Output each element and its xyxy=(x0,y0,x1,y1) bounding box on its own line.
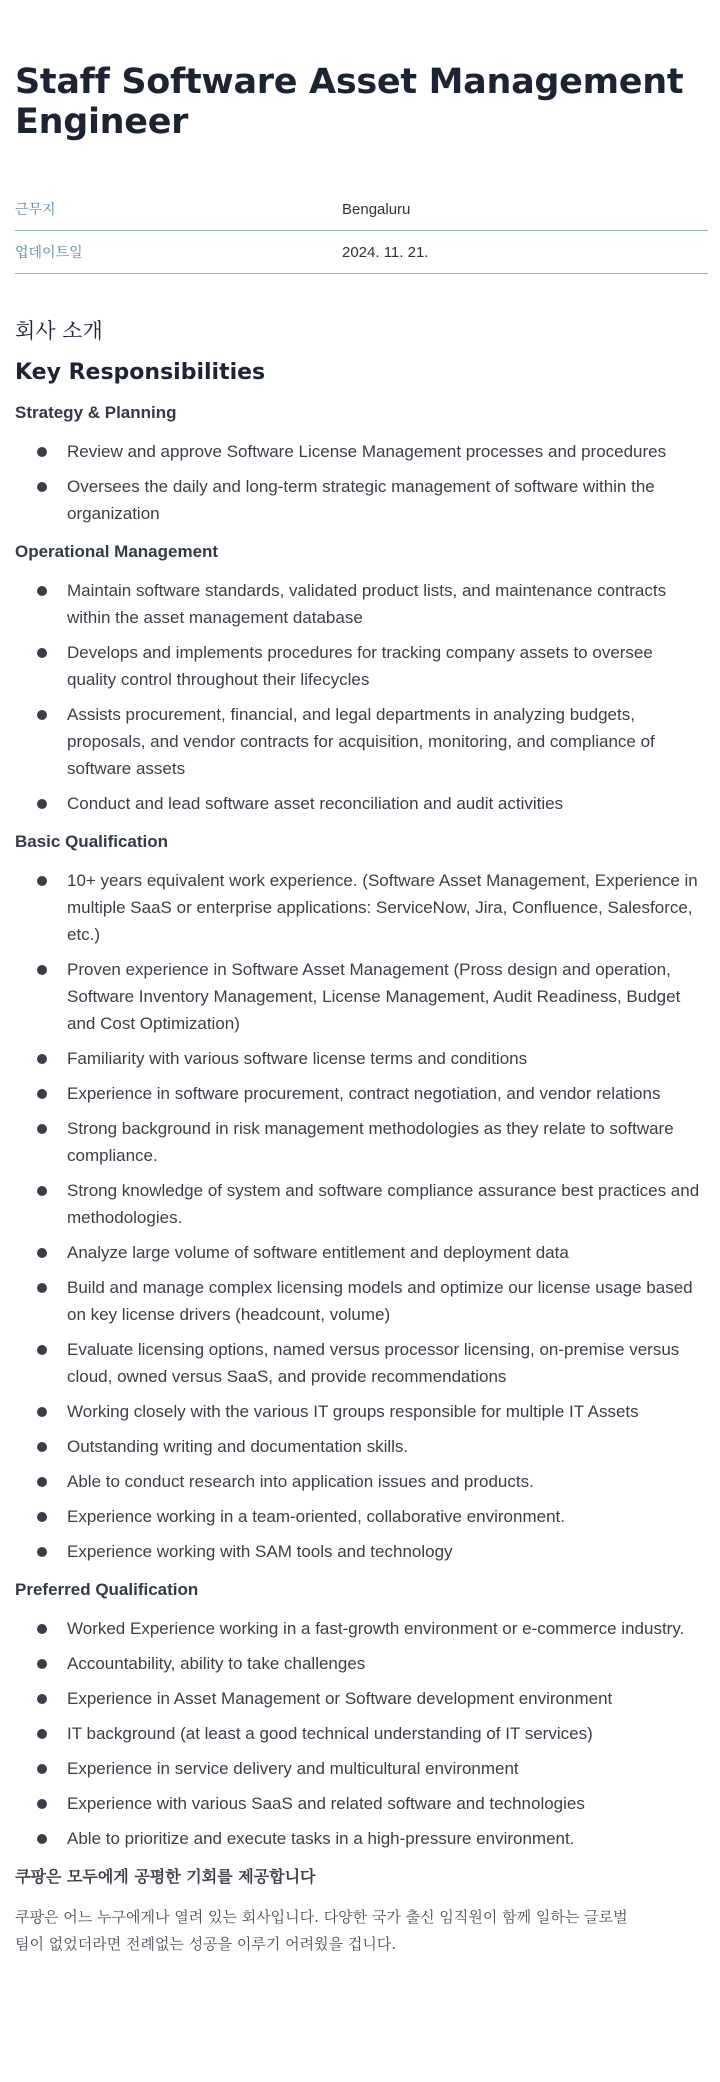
list-item-text: Strong knowledge of system and software compliance assurance best practices and methodologies. xyxy=(67,1181,700,1227)
bullet-dot-icon xyxy=(37,1054,47,1064)
bullet-dot-icon xyxy=(37,1345,47,1355)
list-item xyxy=(15,1538,705,1565)
bullet-dot-icon xyxy=(37,1442,47,1452)
bullet-list-strategy-planning xyxy=(15,438,705,527)
bullet-dot-icon xyxy=(37,1248,47,1258)
bullet-dot-icon xyxy=(37,965,47,975)
meta-value-updated: 2024. 11. 21. xyxy=(342,243,429,261)
list-item-text: Experience in software procurement, contract negotiation, and vendor relations xyxy=(67,1084,661,1103)
list-item xyxy=(15,1177,705,1231)
meta-value-location: Bengaluru xyxy=(342,200,411,218)
bullet-list-operational-management xyxy=(15,577,705,817)
list-item xyxy=(15,1650,705,1677)
list-item xyxy=(15,1336,705,1390)
list-item xyxy=(15,1755,705,1782)
job-title: Staff Software Asset Management Engineer xyxy=(15,62,684,142)
section-title-basic-qualification: Basic Qualification xyxy=(15,832,169,851)
section-title-preferred-qualification: Preferred Qualification xyxy=(15,1580,199,1599)
section-title-operational-management: Operational Management xyxy=(15,542,219,561)
list-item-text: Experience with various SaaS and related software and technologies xyxy=(67,1794,585,1813)
bullet-dot-icon xyxy=(37,1799,47,1809)
list-item-text: Evaluate licensing options, named versus processor licensing, on-premise versus cloud, owned versus SaaS, and provide recommendations xyxy=(67,1340,680,1386)
bullet-dot-icon xyxy=(37,1283,47,1293)
list-item xyxy=(15,1080,705,1107)
list-item-text: Conduct and lead software asset reconciliation and audit activities xyxy=(67,794,564,813)
list-item-text: Accountability, ability to take challenges xyxy=(67,1654,366,1673)
job-sections xyxy=(15,400,705,1852)
list-item-text: Maintain software standards, validated product lists, and maintenance contracts within the asset management database xyxy=(67,581,667,627)
equal-opportunity-paragraph: 쿠팡은 어느 누구에게나 열려 있는 회사입니다. 다양한 국가 출신 임직원이 함께 일하는 글로벌팀이 없었더라면 전례없는 성공을 이루기 어려웠을 겁니다. xyxy=(15,1908,628,1953)
list-item xyxy=(15,790,705,817)
bullet-dot-icon xyxy=(37,710,47,720)
list-item-text: Strong background in risk management methodologies as they relate to software compliance. xyxy=(67,1119,674,1165)
list-item-text: Review and approve Software License Management processes and procedures xyxy=(67,442,667,461)
list-item-text: Assists procurement, financial, and legal departments in analyzing budgets, proposals, and vendor contracts for acquisition, monitoring, and compliance of software assets xyxy=(67,705,655,778)
list-item-text: Working closely with the various IT groups responsible for multiple IT Assets xyxy=(67,1402,639,1421)
bullet-dot-icon xyxy=(37,1407,47,1417)
bullet-dot-icon xyxy=(37,447,47,457)
bullet-dot-icon xyxy=(37,1659,47,1669)
list-item xyxy=(15,1720,705,1747)
job-meta-table xyxy=(15,188,708,274)
bullet-dot-icon xyxy=(37,1547,47,1557)
bullet-dot-icon xyxy=(37,1186,47,1196)
list-item-text: Build and manage complex licensing models and optimize our license usage based on key license drivers (headcount, volume) xyxy=(67,1278,693,1324)
list-item-text: 10+ years equivalent work experience. (Software Asset Management, Experience in multiple SaaS or enterprise applications: ServiceNow, Jira, Confluence, Salesforce, etc.) xyxy=(67,871,698,944)
bullet-dot-icon xyxy=(37,1624,47,1634)
list-item xyxy=(15,1045,705,1072)
list-item-text: Experience in service delivery and multicultural environment xyxy=(67,1759,519,1778)
bullet-dot-icon xyxy=(37,1512,47,1522)
bullet-dot-icon xyxy=(37,1477,47,1487)
list-item xyxy=(15,1468,705,1495)
list-item xyxy=(15,1615,705,1642)
list-item xyxy=(15,867,705,948)
list-item xyxy=(15,1503,705,1530)
bullet-list-preferred-qualification xyxy=(15,1615,705,1852)
meta-label-updated: 업데이트일 xyxy=(15,244,83,260)
list-item-text: Able to conduct research into application issues and products. xyxy=(67,1472,534,1491)
bullet-dot-icon xyxy=(37,648,47,658)
meta-row-updated xyxy=(15,231,708,274)
list-item-text: Analyze large volume of software entitlement and deployment data xyxy=(67,1243,569,1262)
list-item-text: Able to prioritize and execute tasks in a high-pressure environment. xyxy=(67,1829,575,1848)
list-item xyxy=(15,1398,705,1425)
list-item-text: Experience in Asset Management or Software development environment xyxy=(67,1689,613,1708)
bullet-dot-icon xyxy=(37,1764,47,1774)
list-item-text: Familiarity with various software license terms and conditions xyxy=(67,1049,528,1068)
section-title-strategy-planning: Strategy & Planning xyxy=(15,403,177,422)
bullet-list-basic-qualification xyxy=(15,867,705,1565)
list-item xyxy=(15,1115,705,1169)
company-intro-heading: 회사 소개 xyxy=(15,319,103,343)
meta-label-location: 근무지 xyxy=(15,201,56,217)
equal-opportunity-heading: 쿠팡은 모두에게 공평한 기회를 제공합니다 xyxy=(15,1867,316,1886)
list-item xyxy=(15,1825,705,1852)
list-item xyxy=(15,1239,705,1266)
bullet-dot-icon xyxy=(37,1124,47,1134)
list-item xyxy=(15,1274,705,1328)
list-item-text: Experience working in a team-oriented, collaborative environment. xyxy=(67,1507,565,1526)
list-item-text: Proven experience in Software Asset Management (Pross design and operation, Software Inventory Management, License Management, Audit Readiness, Budget and Cost Optimization) xyxy=(67,960,681,1033)
bullet-dot-icon xyxy=(37,586,47,596)
list-item-text: IT background (at least a good technical understanding of IT services) xyxy=(67,1724,593,1743)
list-item xyxy=(15,956,705,1037)
list-item xyxy=(15,1433,705,1460)
bullet-dot-icon xyxy=(37,876,47,886)
list-item xyxy=(15,1685,705,1712)
list-item xyxy=(15,1790,705,1817)
list-item xyxy=(15,438,705,465)
bullet-dot-icon xyxy=(37,1694,47,1704)
bullet-dot-icon xyxy=(37,799,47,809)
list-item xyxy=(15,473,705,527)
list-item-text: Oversees the daily and long-term strategic management of software within the organization xyxy=(67,477,655,523)
meta-row-location xyxy=(15,188,708,231)
list-item-text: Develops and implements procedures for tracking company assets to oversee quality control throughout their lifecycles xyxy=(67,643,653,689)
bullet-dot-icon xyxy=(37,1729,47,1739)
list-item xyxy=(15,639,705,693)
bullet-dot-icon xyxy=(37,1089,47,1099)
bullet-dot-icon xyxy=(37,1834,47,1844)
list-item-text: Experience working with SAM tools and technology xyxy=(67,1542,453,1561)
list-item-text: Worked Experience working in a fast-growth environment or e-commerce industry. xyxy=(67,1619,685,1638)
key-responsibilities-heading: Key Responsibilities xyxy=(15,360,266,385)
bullet-dot-icon xyxy=(37,482,47,492)
list-item-text: Outstanding writing and documentation skills. xyxy=(67,1437,409,1456)
list-item xyxy=(15,577,705,631)
list-item xyxy=(15,701,705,782)
